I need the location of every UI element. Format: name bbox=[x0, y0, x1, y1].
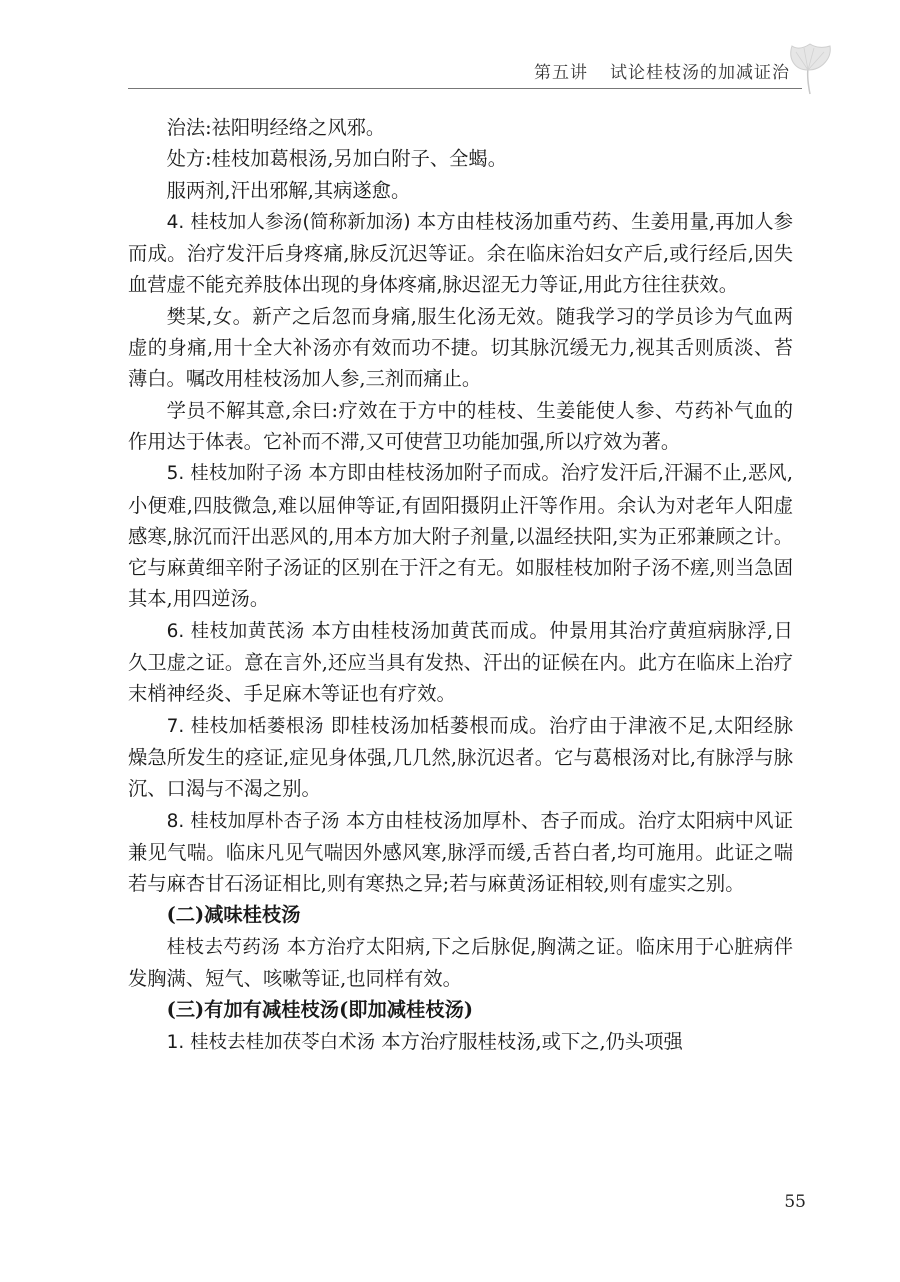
formula-label-8: 8. 桂枝加厚朴杏子汤 bbox=[166, 810, 340, 832]
paragraph-section2 bbox=[128, 931, 793, 995]
header-rule bbox=[128, 88, 802, 89]
formula-text-remove-shaoyao: 本方治疗太阳病,下之后脉促,胸满之证。临床用于心脏病伴发胸满、短气、咳嗽等证,也同样有效。 bbox=[128, 934, 793, 991]
paragraph-case-fan: 樊某,女。新产之后忽而身痛,服生化汤无效。随我学习的学员诊为气血两虚的身痛,用十全大补汤亦有效而功不捷。切其脉沉缓无力,视其舌则质淡、苔薄白。嘱改用桂枝汤加人参,三剂而痛止。 bbox=[128, 304, 793, 391]
header-chapter-title: 试论桂枝汤的加减证治 bbox=[610, 63, 790, 83]
header-chapter: 第五讲 bbox=[534, 63, 588, 83]
formula-text-5: 本方即由桂枝汤加附子而成。治疗发汗后,汗漏不止,恶风,小便难,四肢微急,难以屈伸等证,有固阳摄阴止汗等作用。余认为对老年人阳虚感寒,脉沉而汗出恶风的,用本方加大附子剂量,以温经扶阳,实为正邪兼顾之计。它与麻黄细辛附子汤证的区别在于汗之有无。如服桂枝加附子汤不瘥,则当急固其本,用四逆汤。 bbox=[128, 461, 793, 611]
formula-label-fuling-baizhu: 1. 桂枝去桂加茯苓白术汤 bbox=[166, 1031, 376, 1053]
formula-text-4: 本方由桂枝汤加重芍药、生姜用量,再加人参而成。治疗发汗后身疼痛,脉反沉迟等证。余在临床治妇女产后,或行经后,因失血营虚不能充养肢体出现的身体疼痛,脉迟涩无力等证,用此方往往获效。 bbox=[128, 209, 793, 297]
ginkgo-leaf-icon bbox=[786, 40, 834, 100]
formula-label-7: 7. 桂枝加栝蒌根汤 bbox=[166, 715, 325, 737]
paragraph-section3 bbox=[128, 1026, 793, 1058]
paragraph-formula-8 bbox=[128, 805, 793, 900]
paragraph-formula-4 bbox=[128, 206, 793, 301]
page-number: 55 bbox=[784, 1192, 806, 1212]
formula-text-fuling-baizhu: 本方治疗服桂枝汤,或下之,仍头项强 bbox=[381, 1029, 683, 1053]
paragraph-prescription: 处方:桂枝加葛根汤,另加白附子、全蝎。 bbox=[166, 147, 507, 171]
formula-label-remove-shaoyao: 桂枝去芍药汤 bbox=[166, 936, 281, 958]
section-heading-3: (三)有加有减桂枝汤(即加减桂枝汤) bbox=[166, 998, 474, 1022]
paragraph-formula-7 bbox=[128, 710, 793, 805]
paragraph-formula-6 bbox=[128, 615, 793, 710]
formula-text-6: 本方由桂枝汤加黄芪而成。仲景用其治疗黄疸病脉浮,日久卫虚之证。意在言外,还应当具有发热、汗出的证候在内。此方在临床上治疗末梢神经炎、手足麻木等证也有疗效。 bbox=[128, 618, 793, 706]
running-header bbox=[0, 0, 900, 112]
section-heading-2: (二)减味桂枝汤 bbox=[166, 903, 301, 927]
formula-label-6: 6. 桂枝加黄芪汤 bbox=[166, 620, 305, 642]
formula-text-7: 即桂枝汤加栝蒌根而成。治疗由于津液不足,太阳经脉燥急所发生的痉证,症见身体强,几几然,脉沉迟者。它与葛根汤对比,有脉浮与脉沉、口渴与不渴之别。 bbox=[128, 713, 793, 801]
paragraph-formula-5 bbox=[128, 457, 793, 614]
formula-label-4: 4. 桂枝加人参汤(简称新加汤) bbox=[166, 211, 411, 233]
formula-text-8: 本方由桂枝汤加厚朴、杏子而成。治疗太阳病中风证兼见气喘。临床凡见气喘因外感风寒,脉浮而缓,舌苔白者,均可施用。此证之喘若与麻杏甘石汤证相比,则有寒热之异;若与麻黄汤证相较,则有虚实之别。 bbox=[128, 808, 793, 896]
header-title bbox=[534, 58, 790, 83]
paragraph-outcome: 服两剂,汗出邪解,其病遂愈。 bbox=[166, 178, 411, 202]
paragraph-explanation: 学员不解其意,余曰:疗效在于方中的桂枝、生姜能使人参、芍药补气血的作用达于体表。它补而不滞,又可使营卫功能加强,所以疗效为著。 bbox=[128, 398, 793, 453]
formula-label-5: 5. 桂枝加附子汤 bbox=[166, 463, 303, 485]
paragraph-treatment: 治法:祛阳明经络之风邪。 bbox=[166, 116, 386, 139]
page-body bbox=[128, 112, 793, 1058]
